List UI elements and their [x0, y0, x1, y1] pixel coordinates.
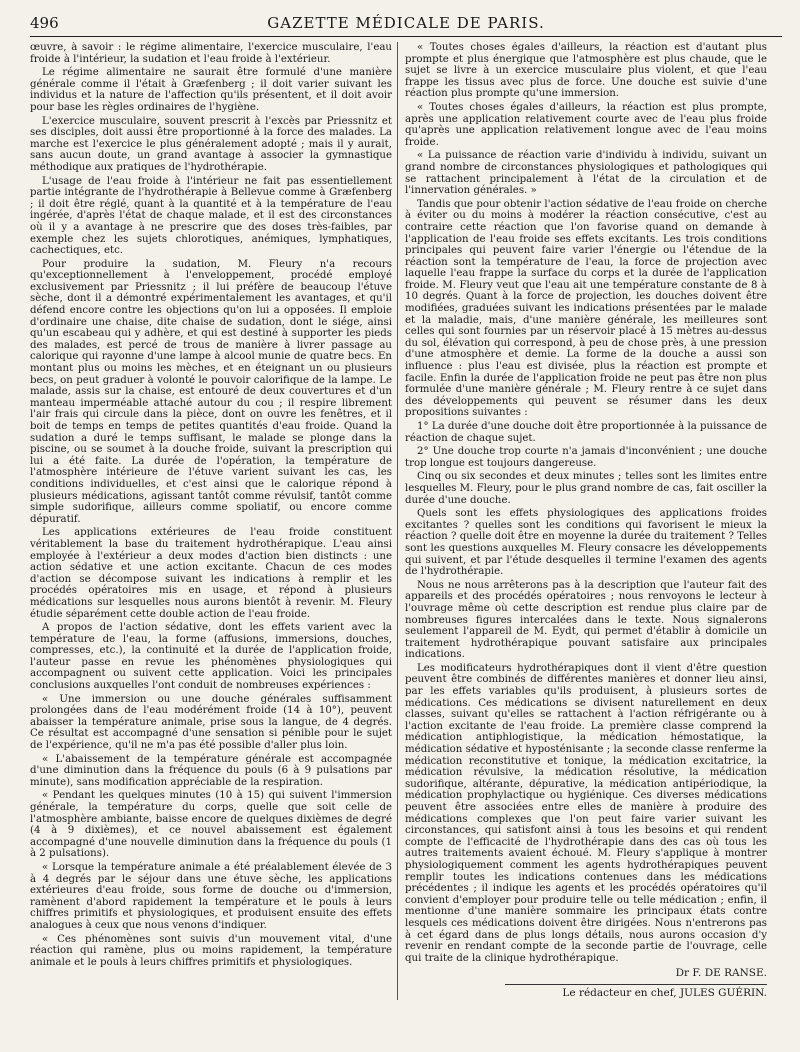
quote-paragraph: « Lorsque la température animale a été préalablement élevée de 3 à 4 degrés par le séjour dans une étuve sèche, les applications extérieures d'eau froide, sous forme de douche ou d'immersion, ramènent d'abord rapidement la température et le pouls à leurs chiffres primitifs et physiologiques, et produisent ensuite des effets analogues à ceux que nous venons d'indiquer.: [30, 861, 392, 931]
proposition-1: 1° La durée d'une douche doit être proportionnée à la puissance de réaction de chaque sujet.: [405, 421, 767, 444]
page-number: 496: [30, 14, 59, 32]
left-column: [30, 42, 392, 1042]
proposition-2: 2° Une douche trop courte n'a jamais d'inconvénient ; une douche trop longue est toujours dangereuse.: [405, 446, 767, 469]
quote-paragraph: « Toutes choses égales d'ailleurs, la réaction est d'autant plus prompte et plus énergique que l'atmosphère est plus chaude, que le sujet se livre à un exercice musculaire plus violent, et que l'eau frappe les tissus avec plus de force. Une douche est suivie d'une réaction plus prompte qu'une immersion.: [405, 42, 767, 100]
quote-paragraph: « Toutes choses égales d'ailleurs, la réaction est plus prompte, après une application relativement courte avec de l'eau plus froide qu'après une application relativement longue avec de l'eau moins froide.: [405, 101, 767, 148]
paragraph: Nous ne nous arrêterons pas à la description que l'auteur fait des appareils et des procédés opératoires ; nous renvoyons le lecteur à l'ouvrage même où cette description est rendue plus claire par de nombreuses figures intercalées dans le texte. Nous signalerons seulement l'appareil de M. Eydt, qui permet d'établir à domicile un traitement hydrothérapique pouvant satisfaire aux principales indications.: [405, 579, 767, 661]
quote-paragraph: « Pendant les quelques minutes (10 à 15) qui suivent l'immersion générale, la température du corps, quelle que soit celle de l'atmosphère ambiante, baisse encore de quelques dixièmes de degré (4 à 9 dixièmes), et ce nouvel abaissement est également accompagné d'une nouvelle diminution dans la fréquence du pouls (1 à 2 pulsations).: [30, 790, 392, 860]
paragraph: A propos de l'action sédative, dont les effets varient avec la température de l'eau, la forme (affusions, immersions, douches, compresses, etc.), la continuité et la durée de l'application froide, l'auteur passe en revue les phénomènes physiologiques qui accompagnent ou suivent cette application. Voici les principales conclusions auxquelles l'ont conduit de nombreuses expériences :: [30, 622, 392, 692]
editor-rule: [505, 984, 767, 985]
paragraph: Pour produire la sudation, M. Fleury n'a recours qu'exceptionnellement à l'enveloppement, procédé employé exclusivement par Priessnitz ; il lui préfère de beaucoup l'étuve sèche, dont il a démontré expérimentalement les avantages, et qu'il défend encore contre les objections qu'on lui a opposées. Il emploie d'ordinaire une chaise, dite chaise de sudation, dont le siége, ainsi qu'un escabeau qui y adhère, et qui est destiné à supporter les pieds des malades, est percé de trous de manière à livrer passage au calorique qui rayonne d'une lampe à alcool munie de quatre becs. En montant plus ou moins les mèches, et en éteignant un ou plusieurs becs, on peut graduer à volonté le pouvoir calorifique de la lampe. Le malade, assis sur la chaise, est entouré de deux couvertures et d'un manteau imperméable attaché autour du cou ; il respire librement l'air frais qui circule dans la pièce, dont on ouvre les fenêtres, et il boit de temps en temps de petites quantités d'eau froide. Quand la sudation a duré le temps suffisant, le malade se plonge dans la piscine, ou se soumet à la douche froide, suivant la prescription qui lui a été faite. La durée de l'opération, la température de l'atmosphère intérieure de l'étuve varient suivant les cas, les conditions individuelles, et c'est ainsi que le calorique répond à plusieurs médications, agissant tantôt comme révulsif, tantôt comme simple sudorifique, ailleurs comme spoliatif, ou encore comme dépuratif.: [30, 258, 392, 525]
editor-line: Le rédacteur en chef, JULES GUÉRIN.: [562, 986, 767, 999]
paragraph: Quels sont les effets physiologiques des applications froides excitantes ? quelles sont les conditions qui favorisent le mieux la réaction ? quelle doit être en moyenne la durée du traitement ? Telles sont les questions auxquelles M. Fleury consacre les développements qui suivent, et par l'étude desquelles il termine l'examen des agents de l'hydrothérapie.: [405, 508, 767, 578]
journal-title: GAZETTE MÉDICALE DE PARIS.: [267, 14, 545, 32]
right-column: [405, 42, 767, 1042]
quote-paragraph: « Une immersion ou une douche générales suffisamment prolongées dans de l'eau modérément froide (14 à 10°), peuvent abaisser la température animale, prise sous la langue, de 4 degrés. Ce résultat est accompagné d'une sensation si pénible pour le sujet de l'expérience, qu'il ne m'a pas été possible d'aller plus loin.: [30, 693, 392, 752]
paragraph: Le régime alimentaire ne saurait être formulé d'une manière générale comme il l'était à Græfenberg ; il doit varier suivant les individus et la nature de l'affection qu'ils présentent, et il doit avoir pour base les règles ordinaires de l'hygiène.: [30, 67, 392, 113]
quote-paragraph: « L'abaissement de la température générale est accompagnée d'une diminution dans la fréquence du pouls (6 à 9 pulsations par minute), sans modification appréciable de la respiration.: [30, 753, 392, 788]
author-signature: Dr F. DE RANSE.: [675, 967, 767, 980]
column-divider: [397, 42, 398, 1000]
quote-paragraph: « La puissance de réaction varie d'individu à individu, suivant un grand nombre de circonstances physiologiques et pathologiques qui se rattachent principalement à l'état de la circulation et de l'innervation générales. »: [405, 150, 767, 197]
paragraph: L'exercice musculaire, souvent prescrit à l'excès par Priessnitz et ses disciples, doit aussi être proportionné à la force des malades. La marche est l'exercice le plus généralement adopté ; mais il y aurait, sans aucun doute, un grand avantage à associer la gymnastique méthodique aux pratiques de l'hydrothérapie.: [30, 115, 392, 173]
paragraph: Les applications extérieures de l'eau froide constituent véritablement la base du traitement hydrothérapique. L'eau ainsi employée à l'extérieur a deux modes d'action bien distincts : une action sédative et une action excitante. Chacun de ces modes d'action se décompose suivant les indications à remplir et les procédés opératoires mis en usage, et répond à plusieurs médications sur lesquelles nous aurons bientôt à revenir. M. Fleury étudie séparément cette double action de l'eau froide.: [30, 527, 392, 620]
paragraph: Les modificateurs hydrothérapiques dont il vient d'être question peuvent être combinés de différentes manières et donner lieu ainsi, par les effets variables qu'ils produisent, à plusieurs sortes de médications. Ces médications se divisent naturellement en deux classes, suivant qu'elles se rattachent à l'action réfrigérante ou à l'action excitante de l'eau froide. La première classe comprend la médication antiphlogistique, la médication hémostatique, la médication sédative et hyposténisante ; la seconde classe renferme la médication reconstitutive et tonique, la médication excitatrice, la médication révulsive, la médication résolutive, la médication sudorifique, altérante, dépurative, la médication antipériodique, la médication prophylactique ou hygiénique. Ces diverses médications peuvent être associées entre elles de manière à produire des médications complexes que l'on peut faire varier suivant les circonstances, qui satisfont ainsi à tous les besoins et qui rendent compte de l'efficacité de l'hydrothérapie dans des cas où tous les autres traitements avaient échoué. M. Fleury s'applique à montrer physiologiquement comment les agents hydrothérapiques peuvent remplir toutes les indications contenues dans les médications précédentes ; il indique les agents et les procédés opératoires qu'il convient d'employer pour produire telle ou telle médication ; enfin, il mentionne d'une manière sommaire les principaux états contre lesquels ces médications doivent être dirigées. Nous n'entrerons pas à cet égard dans de plus longs détails, nous aurons occasion d'y revenir en rendant compte de la seconde partie de l'ouvrage, celle qui traite de la clinique hydrothérapique.: [405, 662, 767, 964]
quote-paragraph: « Ces phénomènes sont suivis d'un mouvement vital, d'une réaction qui ramène, plus ou moins rapidement, la température animale et le pouls à leurs chiffres primitifs et physiologiques.: [30, 933, 392, 968]
paragraph: L'usage de l'eau froide à l'intérieur ne fait pas essentiellement partie intégrante de l'hydrothérapie à Bellevue comme à Græfenberg ; il doit être réglé, quant à la quantité et à la température de l'eau ingérée, d'après l'état de chaque malade, et il est des circonstances où il y a avantage à ne prescrire que des doses très-faibles, par exemple chez les sujets chlorotiques, anémiques, lymphatiques, cachectiques, etc.: [30, 175, 392, 257]
page-header: [30, 14, 782, 37]
paragraph: Cinq ou six secondes et deux minutes ; telles sont les limites entre lesquelles M. Fleury, pour le plus grand nombre de cas, fait osciller la durée d'une douche.: [405, 471, 767, 506]
paragraph: Tandis que pour obtenir l'action sédative de l'eau froide on cherche à éviter ou du moins à modérer la réaction consécutive, c'est au contraire cette réaction que l'on favorise quand on demande à l'application de l'eau froide ses effets excitants. Les trois conditions principales qui peuvent faire varier l'énergie ou l'étendue de la réaction sont la température de l'eau, la force de projection avec laquelle l'eau frappe la surface du corps et la durée de l'application froide. M. Fleury veut que l'eau ait une température constante de 8 à 10 degrés. Quant à la force de projection, les douches doivent être modifiées, graduées suivant les indications présentées par le malade et la maladie, mais, d'une manière générale, les meilleures sont celles qui sont fournies par un réservoir placé à 15 mètres au-dessus du sol, élévation qui correspond, à peu de chose près, à une pression d'une atmosphère et demie. La forme de la douche a aussi son influence : plus l'eau est divisée, plus la réaction est prompte et facile. Enfin la durée de l'application froide ne peut pas être non plus formulée d'une manière générale ; M. Fleury rentre à ce sujet dans des développements qui peuvent se résumer dans les deux propositions suivantes :: [405, 198, 767, 419]
paragraph: œuvre, à savoir : le régime alimentaire, l'exercice musculaire, l'eau froide à l'intérieur, la sudation et l'eau froide à l'extérieur.: [30, 42, 392, 65]
